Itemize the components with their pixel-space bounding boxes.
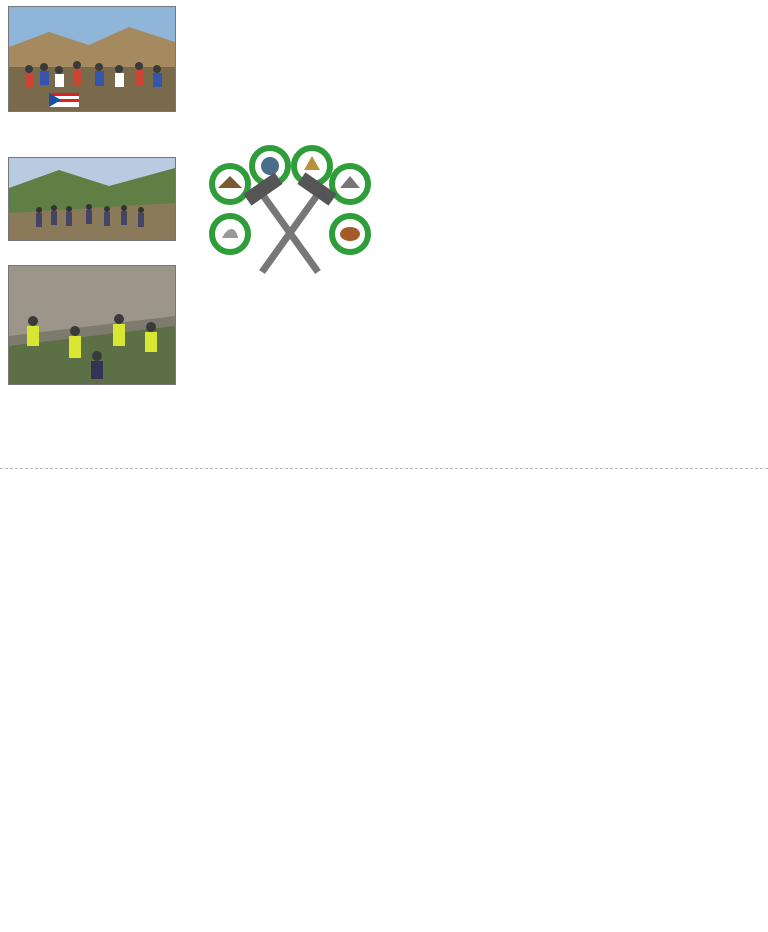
personal-column bbox=[586, 481, 762, 491]
traslados-column bbox=[196, 481, 376, 489]
intro-column bbox=[398, 12, 576, 24]
electivas-ciencias-column bbox=[388, 481, 578, 499]
geology-logo bbox=[200, 142, 380, 322]
hammers-icon bbox=[243, 172, 336, 272]
photo-cuba bbox=[8, 157, 176, 241]
photo-arizona bbox=[8, 6, 176, 112]
page-divider bbox=[0, 468, 768, 469]
curriculum-column bbox=[594, 12, 758, 26]
puerto-rico-flag bbox=[49, 93, 79, 107]
photo-welded-tuffs bbox=[8, 265, 176, 385]
